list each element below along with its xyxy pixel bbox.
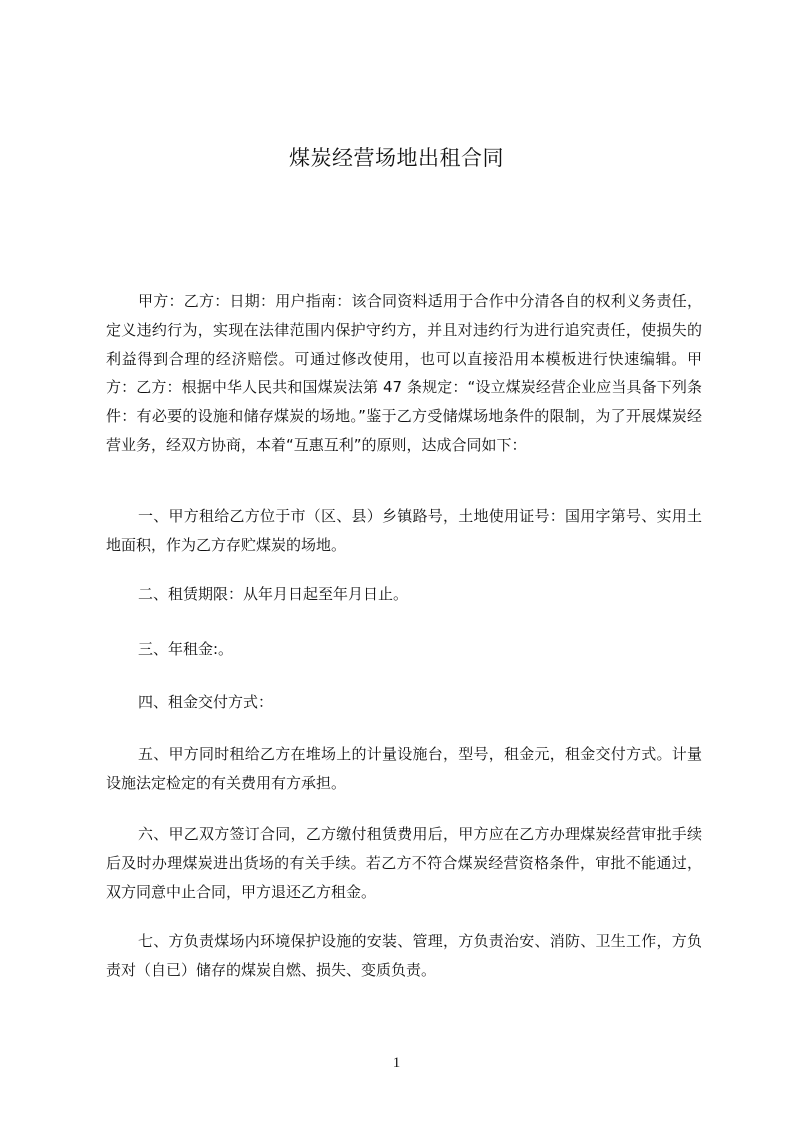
document-title: 煤炭经营场地出租合同 (289, 146, 504, 170)
intro-paragraph: 甲方：乙方：日期：用户指南：该合同资料适用于合作中分清各自的权利义务责任，定义违约行为，实现在法律范围内保护守约方，并且对违约行为进行追究责任，使损失的利益得到合理的经济赔偿。可通过修改使用，也可以直接沿用本模板进行快速编辑。甲方：乙方：根据中华人民共和国煤炭法第 47 条规定：“设立煤炭经营企业应当具备下列条件：有必要的设施和储存煤炭的场地。”鉴于乙方受储煤场地条件的限制，为了开展煤炭经营业务，经双方协商，本着“互惠互利”的原则，达成合同如下： (106, 292, 702, 454)
page-number: 1 (392, 1055, 401, 1071)
clause-3: 三、年租金:。 (138, 640, 234, 658)
clause-6: 六、甲乙双方签订合同，乙方缴付租赁费用后，甲方应在乙方办理煤炭经营审批手续后及时办理煤炭进出货场的有关手续。若乙方不符合煤炭经营资格条件，审批不能通过，双方同意中止合同，甲方退还乙方租金。 (106, 825, 702, 901)
clause-1: 一、甲方租给乙方位于市（区、县）乡镇路号，土地使用证号：国用字第号、实用土地面积，作为乙方存贮煤炭的场地。 (106, 507, 702, 554)
clause-2: 二、租赁期限：从年月日起至年月日止。 (138, 585, 409, 603)
clause-4: 四、租金交付方式： (138, 693, 274, 711)
clause-5: 五、甲方同时租给乙方在堆场上的计量设施台，型号，租金元，租金交付方式。计量设施法定检定的有关费用有方承担。 (106, 745, 702, 792)
clause-7: 七、方负责煤场内环境保护设施的安装、管理，方负责治安、消防、卫生工作，方负责对（自已）储存的煤炭自燃、损失、变质负责。 (106, 932, 702, 979)
